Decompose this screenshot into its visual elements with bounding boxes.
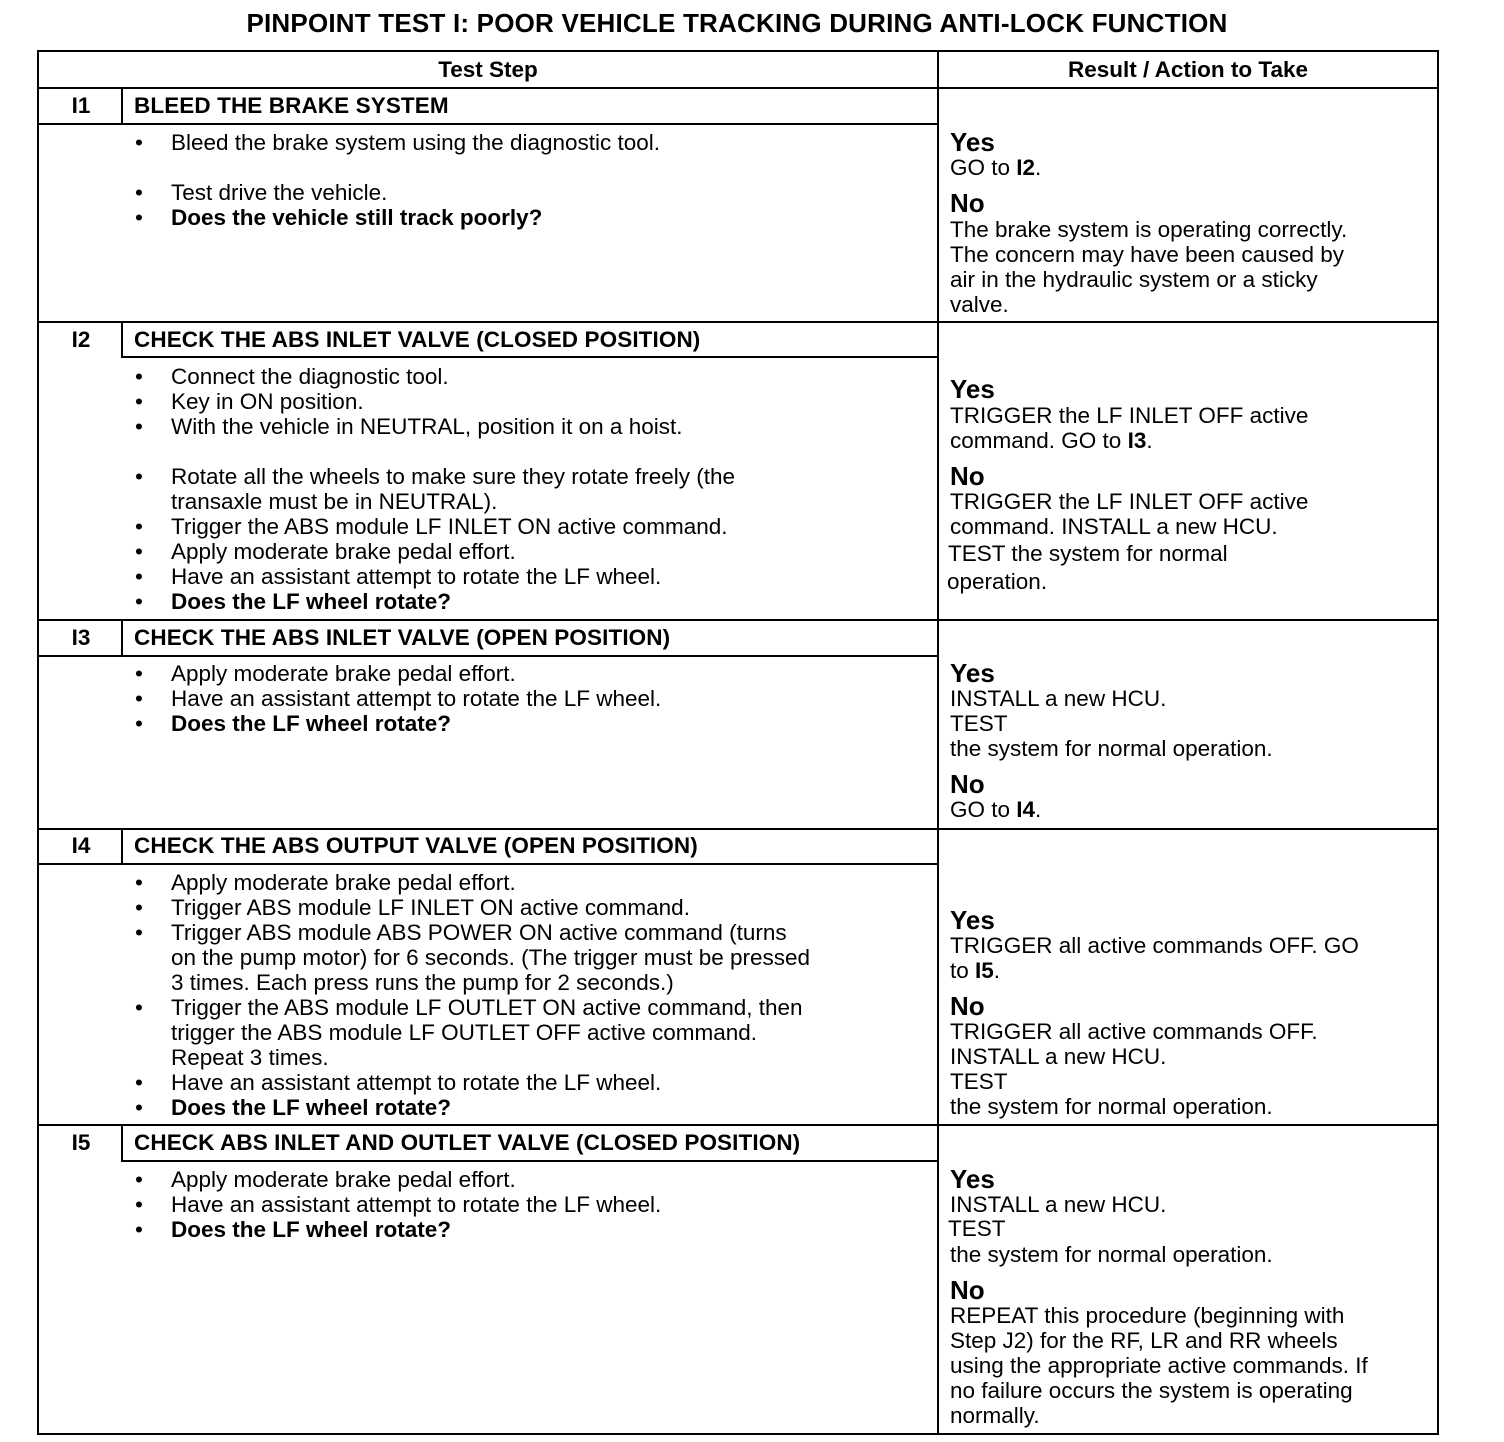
step-instruction: Trigger ABS module ABS POWER ON active command (turns (171, 920, 787, 945)
yes-action: TEST (948, 1216, 1006, 1241)
bullet: • (135, 130, 143, 155)
step-instruction: Apply moderate brake pedal effort. (171, 870, 516, 895)
bullet: • (135, 870, 143, 895)
no-label: No (950, 769, 985, 799)
step-i2-title-divider (121, 356, 937, 358)
step-instruction: Key in ON position. (171, 389, 364, 414)
step-instruction: Have an assistant attempt to rotate the LF wheel. (171, 564, 662, 589)
bullet: • (135, 180, 143, 205)
step-question: Does the LF wheel rotate? (171, 589, 452, 614)
no-action: normally. (950, 1403, 1040, 1428)
bullet: • (135, 1167, 143, 1192)
no-action: air in the hydraulic system or a sticky (950, 267, 1318, 292)
page-title: PINPOINT TEST I: POOR VEHICLE TRACKING DURING ANTI-LOCK FUNCTION (246, 8, 1228, 38)
step-id: I5 (71, 1130, 91, 1155)
step-question: Does the vehicle still track poorly? (171, 205, 543, 230)
step-instruction: Test drive the vehicle. (171, 180, 388, 205)
no-action: operation. (947, 569, 1048, 594)
yes-action: the system for normal operation. (950, 1242, 1273, 1267)
step-question: Does the LF wheel rotate? (171, 711, 452, 736)
bullet: • (135, 389, 143, 414)
step-instruction: Have an assistant attempt to rotate the LF wheel. (171, 1192, 662, 1217)
bullet: • (135, 464, 143, 489)
header-divider (39, 87, 1437, 89)
bullet: • (135, 414, 143, 439)
step-title: BLEED THE BRAKE SYSTEM (134, 93, 449, 118)
step-instruction: on the pump motor) for 6 seconds. (The trigger must be pressed (171, 945, 811, 970)
no-action: TEST the system for normal (948, 541, 1228, 566)
bullet: • (135, 539, 143, 564)
no-action: TRIGGER all active commands OFF. (950, 1019, 1318, 1044)
step-question: Does the LF wheel rotate? (171, 1217, 452, 1242)
yes-action: to I5. (950, 958, 1001, 983)
bullet: • (135, 564, 143, 589)
header-result-action: Result / Action to Take (1067, 57, 1309, 82)
bullet: • (135, 661, 143, 686)
no-action: the system for normal operation. (950, 1094, 1273, 1119)
step-instruction: Apply moderate brake pedal effort. (171, 661, 516, 686)
step-instruction: Trigger the ABS module LF INLET ON active command. (171, 514, 728, 539)
no-action: using the appropriate active commands. If (950, 1353, 1368, 1378)
bullet: • (135, 1070, 143, 1095)
bullet: • (135, 514, 143, 539)
step-instruction: Connect the diagnostic tool. (171, 364, 449, 389)
step-instruction: transaxle must be in NEUTRAL). (171, 489, 498, 514)
yes-action: INSTALL a new HCU. (950, 686, 1167, 711)
step-instruction: Repeat 3 times. (171, 1045, 329, 1070)
no-action: INSTALL a new HCU. (950, 1044, 1167, 1069)
step-instruction: trigger the ABS module LF OUTLET OFF active command. (171, 1020, 758, 1045)
yes-action: TRIGGER all active commands OFF. GO (950, 933, 1359, 958)
step-question: Does the LF wheel rotate? (171, 1095, 452, 1120)
bullet: • (135, 205, 143, 230)
bullet: • (135, 1217, 143, 1242)
step-instruction: 3 times. Each press runs the pump for 2 seconds.) (171, 970, 674, 995)
header-test-step: Test Step (438, 57, 538, 82)
step-i4-bottom-divider (39, 1124, 1437, 1126)
no-label: No (950, 991, 985, 1021)
no-action: command. INSTALL a new HCU. (950, 514, 1278, 539)
no-action: REPEAT this procedure (beginning with (950, 1303, 1345, 1328)
step-i4-title-divider (39, 863, 937, 865)
step-instruction: Apply moderate brake pedal effort. (171, 1167, 516, 1192)
step-i3-bottom-divider (39, 828, 1437, 830)
yes-action: INSTALL a new HCU. (950, 1192, 1167, 1217)
yes-label: Yes (950, 374, 995, 404)
yes-label: Yes (950, 905, 995, 935)
result-column-divider (937, 52, 939, 1433)
bullet: • (135, 1192, 143, 1217)
step-i5-title-divider (121, 1160, 937, 1162)
yes-label: Yes (950, 1164, 995, 1194)
step-instruction: Trigger ABS module LF INLET ON active command. (171, 895, 690, 920)
yes-action: command. GO to I3. (950, 428, 1153, 453)
bullet: • (135, 686, 143, 711)
step-title: CHECK THE ABS INLET VALVE (CLOSED POSITION) (134, 327, 701, 352)
step-id: I4 (71, 833, 91, 858)
pinpoint-test-table (37, 50, 1439, 1435)
no-action: TRIGGER the LF INLET OFF active (950, 489, 1309, 514)
step-instruction: With the vehicle in NEUTRAL, position it on a hoist. (171, 414, 683, 439)
step-instruction: Have an assistant attempt to rotate the LF wheel. (171, 686, 662, 711)
no-action: The concern may have been caused by (950, 242, 1344, 267)
bullet: • (135, 895, 143, 920)
step-id: I3 (71, 625, 91, 650)
step-i2-bottom-divider (39, 619, 1437, 621)
step-title: CHECK THE ABS INLET VALVE (OPEN POSITION) (134, 625, 671, 650)
yes-action: the system for normal operation. (950, 736, 1273, 761)
bullet: • (135, 364, 143, 389)
no-action: Step J2) for the RF, LR and RR wheels (950, 1328, 1338, 1353)
step-instruction: Trigger the ABS module LF OUTLET ON active command, then (171, 995, 803, 1020)
no-label: No (950, 1275, 985, 1305)
no-action: The brake system is operating correctly. (950, 217, 1348, 242)
yes-action: TRIGGER the LF INLET OFF active (950, 403, 1309, 428)
no-action: no failure occurs the system is operating (950, 1378, 1353, 1403)
yes-action: GO to I2. (950, 155, 1042, 180)
bullet: • (135, 995, 143, 1020)
bullet: • (135, 1095, 143, 1120)
step-i3-title-divider (39, 655, 937, 657)
bullet: • (135, 589, 143, 614)
bullet: • (135, 711, 143, 736)
step-instruction: Have an assistant attempt to rotate the LF wheel. (171, 1070, 662, 1095)
step-instruction: Apply moderate brake pedal effort. (171, 539, 516, 564)
no-label: No (950, 188, 985, 218)
no-label: No (950, 461, 985, 491)
step-title: CHECK THE ABS OUTPUT VALVE (OPEN POSITION) (134, 833, 698, 858)
bullet: • (135, 920, 143, 945)
no-action: valve. (950, 292, 1009, 317)
step-i1-title-divider (39, 123, 937, 125)
step-i1-bottom-divider (39, 321, 1437, 323)
step-id: I2 (71, 327, 91, 352)
no-action: TEST (950, 1069, 1008, 1094)
yes-label: Yes (950, 127, 995, 157)
step-instruction: Rotate all the wheels to make sure they rotate freely (the (171, 464, 736, 489)
step-id: I1 (71, 93, 91, 118)
yes-label: Yes (950, 658, 995, 688)
step-title: CHECK ABS INLET AND OUTLET VALVE (CLOSED POSITION) (134, 1130, 801, 1155)
yes-action: TEST (950, 711, 1008, 736)
step-instruction: Bleed the brake system using the diagnostic tool. (171, 130, 661, 155)
no-action: GO to I4. (950, 797, 1042, 822)
